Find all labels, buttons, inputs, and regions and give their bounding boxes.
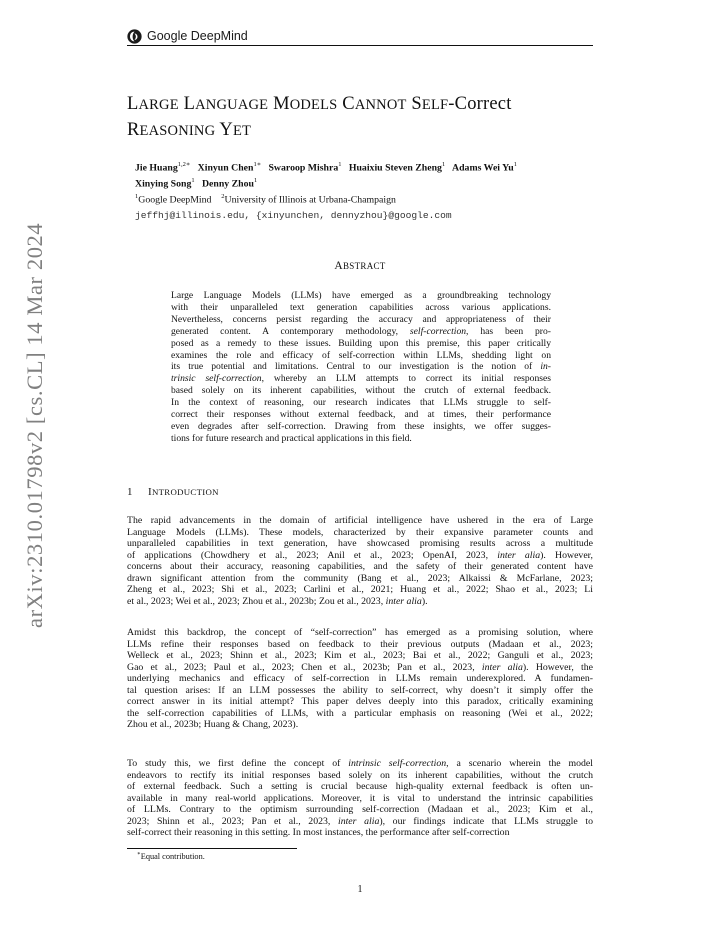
author-list <box>135 158 605 191</box>
text-line: available in many real-world applications. Moreover, it is vital to understand the intrinsic capabilities <box>127 792 593 804</box>
text-line: et al., 2023; Wei et al., 2023; Zhou et al., 2023b; Zou et al., 2023, inter alia). <box>127 595 428 607</box>
intro-paragraph-2 <box>127 627 593 731</box>
author-name: Xinying Song <box>135 178 192 190</box>
intro-paragraph-3 <box>127 758 593 839</box>
text-line: Gao et al., 2023; Paul et al., 2023; Chen et al., 2023b; Pan et al., 2023, inter alia). However, the <box>127 661 593 673</box>
header-rule <box>127 45 593 46</box>
text-line: To study this, we first define the concept of intrinsic self-correction, a scenario wherein the model <box>127 758 593 769</box>
text-line: In the context of reasoning, our research indicates that LLMs struggle to self- <box>171 397 551 409</box>
text-line: The rapid advancements in the domain of artificial intelligence have ushered in the era of Large <box>127 515 593 526</box>
affiliations: $^1$Google DeepMind $^2$University of Illinois at Urbana-Champaign <box>135 193 396 206</box>
text-line: even degrades after self-correction. Drawing from these insights, we offer sugges- <box>171 420 551 432</box>
author-name: Huaixiu Steven Zheng <box>348 162 442 174</box>
intro-paragraph-1 <box>127 515 593 607</box>
author-name: Denny Zhou <box>201 178 254 190</box>
text-line: Zhou et al., 2023b; Huang & Chang, 2023). <box>127 719 299 731</box>
text-line: its true potential and limitations. Central to our investigation is the notion of in- <box>171 361 551 373</box>
author-emails: jeffhj@illinois.edu, {xinyunchen, dennyzhou}@google.com <box>135 210 452 221</box>
text-line: unparalleled capabilities in text generation, have showcased promising results across a multitude <box>127 538 593 550</box>
author-line-2: Xinying Song$^1$ Denny Zhou$^1$ <box>135 177 258 190</box>
section-title: INTRODUCTION <box>148 486 219 498</box>
text-line: trinsic self-correction, whereby an LLM attempts to correct its initial responses <box>171 373 551 385</box>
text-line: of applications (Chowdhery et al., 2023; Anil et al., 2023; OpenAI, 2023, inter alia). However, <box>127 549 593 561</box>
header-logo <box>127 28 593 46</box>
text-line: of LLMs. Contrary to the optimism surrounding self-correction (Madaan et al., 2023; Kim et al., <box>127 804 593 816</box>
text-line: Language Models (LLMs). These models, characterized by their expansive parameter counts and <box>127 526 593 538</box>
title-line-1: LARGE LANGUAGE MODELS CANNOT SELF-Correct <box>127 94 512 114</box>
text-line: based solely on its inherent capabilities, without the crutch of external feedback. <box>171 385 551 397</box>
text-line: with their unparalleled text generation capabilities across various applications. <box>171 301 551 313</box>
footnote-rule <box>127 848 297 849</box>
footnote: ∗Equal contribution. <box>137 851 205 861</box>
text-line: underlying mechanics and efficacy of self-correction in LLMs remain underexplored. A fundamen- <box>127 673 593 685</box>
text-line: Amidst this backdrop, the concept of “self-correction” has emerged as a promising solution, where <box>127 627 593 638</box>
text-line: of external feedback. Such a setting is crucial because high-quality external feedback is often un- <box>127 781 593 793</box>
abstract-heading: ABSTRACT <box>334 260 386 272</box>
text-line: correct their responses without external feedback, and at times, their performance <box>171 409 551 421</box>
author-name: Swaroop Mishra <box>268 162 339 174</box>
author-name: Xinyun Chen <box>197 162 254 174</box>
author-line-1: Jie Huang$^{1,2∗}$ Xinyun Chen$^{1∗}$ Swaroop Mishra$^1$ Huaixiu Steven Zheng$^1$ Adams Wei Yu$^1$ <box>135 161 517 174</box>
author-name: Adams Wei Yu <box>452 162 514 174</box>
text-line: endeavors to rectify its initial responses based solely on its inherent capabilities, without the crutch <box>127 769 593 781</box>
title-line-2: REASONING YET <box>127 120 252 140</box>
text-line: drawn significant attention from the community (Bang et al., 2023; Alkaissi & McFarlane, 2023; <box>127 572 593 584</box>
logo-text: Google DeepMind <box>147 29 248 43</box>
text-line: 2023; Shinn et al., 2023; Pan et al., 2023, inter alia), our findings indicate that LLMs struggle to <box>127 815 593 827</box>
text-line: the self-correction capabilities of LLMs, with a particular emphasis on reasoning (Wei et al., 2022; <box>127 707 593 719</box>
text-line: self-correct their reasoning in this setting. In most instances, the performance after self-correction <box>127 827 510 839</box>
author-name: Jie Huang <box>135 162 178 174</box>
text-line: LLMs refine their responses based on feedback to their previous outputs (Madaan et al., 2023; <box>127 638 593 650</box>
text-line: examines the role and efficacy of self-correction within LLMs, shedding light on <box>171 349 551 361</box>
page-number: 1 <box>357 884 363 895</box>
text-line: tions for future research and practical applications in this field. <box>171 432 412 444</box>
text-line: generated content. A contemporary methodology, self-correction, has been pro- <box>171 325 551 337</box>
text-line: tal question arises: If an LLM possesses the ability to self-correct, why doesn’t it simply offer the <box>127 684 593 696</box>
text-line: Large Language Models (LLMs) have emerged as a groundbreaking technology <box>171 290 551 301</box>
section-number: 1 <box>127 486 133 498</box>
text-line: Zheng et al., 2023; Shi et al., 2023; Carlini et al., 2021; Huang et al., 2022; Shao et al., 2023; Li <box>127 584 593 596</box>
text-line: correct answer in its initial attempt? This paper delves deeply into this paradox, critically examining <box>127 696 593 708</box>
text-line: concerns about their accuracy, reasoning capabilities, and the safety of their generated content have <box>127 561 593 573</box>
abstract-body <box>171 290 551 445</box>
arxiv-sidebar-id: arXiv:2310.01798v2 [cs.CL] 14 Mar 2024 <box>22 222 47 628</box>
text-line: Welleck et al., 2023; Shinn et al., 2023; Kim et al., 2023; Bai et al., 2022; Ganguli et al., 2023; <box>127 650 593 662</box>
deepmind-logo-icon <box>127 29 142 44</box>
text-line: posed as a remedy to these issues. Building upon this premise, this paper critically <box>171 337 551 349</box>
text-line: Nevertheless, concerns persist regarding the accuracy and appropriateness of their <box>171 313 551 325</box>
paper-title <box>127 92 607 144</box>
